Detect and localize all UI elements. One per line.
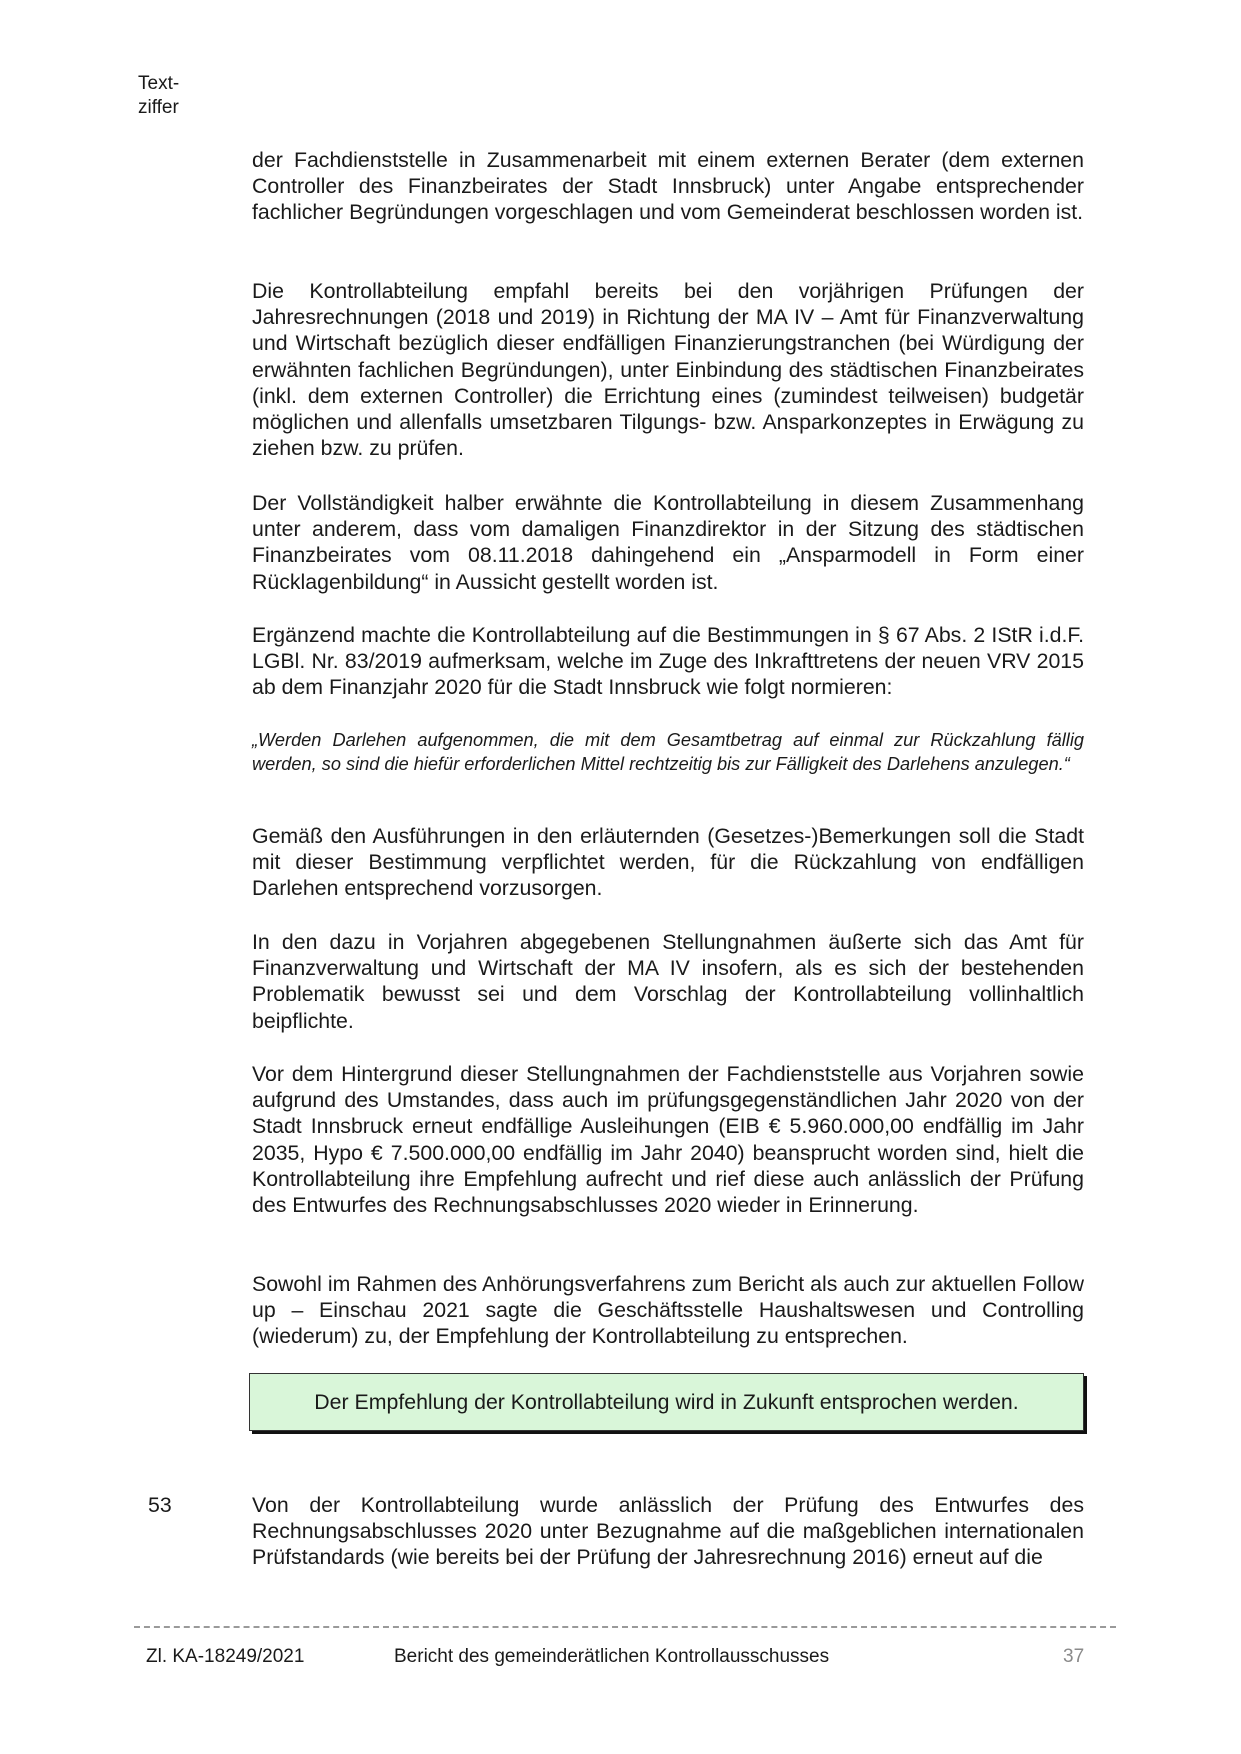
paragraph-3: Der Vollständigkeit halber erwähnte die Kontrollabteilung in diesem Zusammenhang unter anderem, dass vom damaligen Finanzdirektor in der Sitzung des städtischen Finanzbeirates vom 08.11.2018 dahingehend ein „Ansparmodell in Form einer Rücklagenbildung“ in Aussicht gestellt worden ist. [252,491,1084,594]
paragraph-1: der Fachdienststelle in Zusammenarbeit mit einem externen Berater (dem externen Controller des Finanzbeirates der Stadt Innsbruck) unter Angabe entsprechender fachlicher Begründungen vorgeschlagen und vom Gemeinderat beschlossen worden ist. [252,148,1084,225]
section-text: Von der Kontrollabteilung wurde anlässlich der Prüfung des Entwurfes des Rechnungsabschlusses 2020 unter Bezugnahme auf die maßgeblichen internationalen Prüfstandards (wie bereits bei der Prüfung der Jahresrechnung 2016) erneut auf die [252,1493,1084,1570]
paragraph-6: In den dazu in Vorjahren abgegebenen Stellungnahmen äußerte sich das Amt für Finanzverwaltung und Wirtschaft der MA IV insofern, als es sich der bestehenden Problematik bewusst sei und dem Vorschlag der Kontrollabteilung vollinhaltlich beipflichte. [252,930,1084,1033]
paragraph-7: Vor dem Hintergrund dieser Stellungnahmen der Fachdienststelle aus Vorjahren sowie aufgrund des Umstandes, dass auch im prüfungsgegenständlichen Jahr 2020 von der Stadt Innsbruck erneut endfällige Ausleihungen (EIB € 5.960.000,00 endfällig im Jahr 2035, Hypo € 7.500.000,00 endfällig im Jahr 2040) beansprucht worden sind, hielt die Kontrollabteilung ihre Empfehlung aufrecht und rief diese auch anlässlich der Prüfung des Entwurfes des Rechnungsabschlusses 2020 wieder in Erinnerung. [252,1062,1084,1218]
paragraph-2: Die Kontrollabteilung empfahl bereits bei den vorjährigen Prüfungen der Jahresrechnungen (2018 und 2019) in Richtung der MA IV – Amt für Finanzverwaltung und Wirtschaft bezüglich dieser endfälligen Finanzierungstranchen (bei Würdigung der erwähnten fachlichen Begründungen), unter Einbindung des städtischen Finanzbeirates (inkl. dem externen Controller) die Errichtung eines (zumindest teilweisen) budgetär möglichen und allenfalls umsetzbaren Tilgungs- bzw. Ansparkonzeptes in Erwägung zu ziehen bzw. zu prüfen. [252,279,1084,461]
section-number: 53 [148,1493,172,1517]
page-number: 37 [1063,1646,1085,1667]
margin-label [138,72,179,120]
paragraph-4: Ergänzend machte die Kontrollabteilung auf die Bestimmungen in § 67 Abs. 2 IStR i.d.F. LGBl. Nr. 83/2019 aufmerksam, welche im Zuge des Inkrafttretens der neuen VRV 2015 ab dem Finanzjahr 2020 für die Stadt Innsbruck wie folgt normieren: [252,623,1084,700]
recommendation-box [249,1373,1084,1431]
margin-label-line1: Text- [138,73,180,94]
footer-title: Bericht des gemeinderätlichen Kontrollausschusses [394,1646,830,1667]
paragraph-5: Gemäß den Ausführungen in den erläuternden (Gesetzes-)Bemerkungen soll die Stadt mit dieser Bestimmung verpflichtet werden, für die Rückzahlung von endfälligen Darlehen entsprechend vorzusorgen. [252,824,1084,901]
footer-divider [134,1626,1116,1628]
paragraph-8: Sowohl im Rahmen des Anhörungsverfahrens zum Bericht als auch zur aktuellen Follow up – Einschau 2021 sagte die Geschäftsstelle Haushaltswesen und Controlling (wiederum) zu, der Empfehlung der Kontrollabteilung zu entsprechen. [252,1272,1084,1349]
legal-quote: „Werden Darlehen aufgenommen, die mit dem Gesamtbetrag auf einmal zur Rückzahlung fällig werden, so sind die hiefür erforderlichen Mittel rechtzeitig bis zur Fälligkeit des Darlehens anzulegen.“ [252,730,1084,774]
margin-label-line2: ziffer [138,97,179,118]
footer-reference: Zl. KA-18249/2021 [146,1646,305,1667]
recommendation-text: Der Empfehlung der Kontrollabteilung wird in Zukunft entsprochen werden. [314,1389,1019,1414]
